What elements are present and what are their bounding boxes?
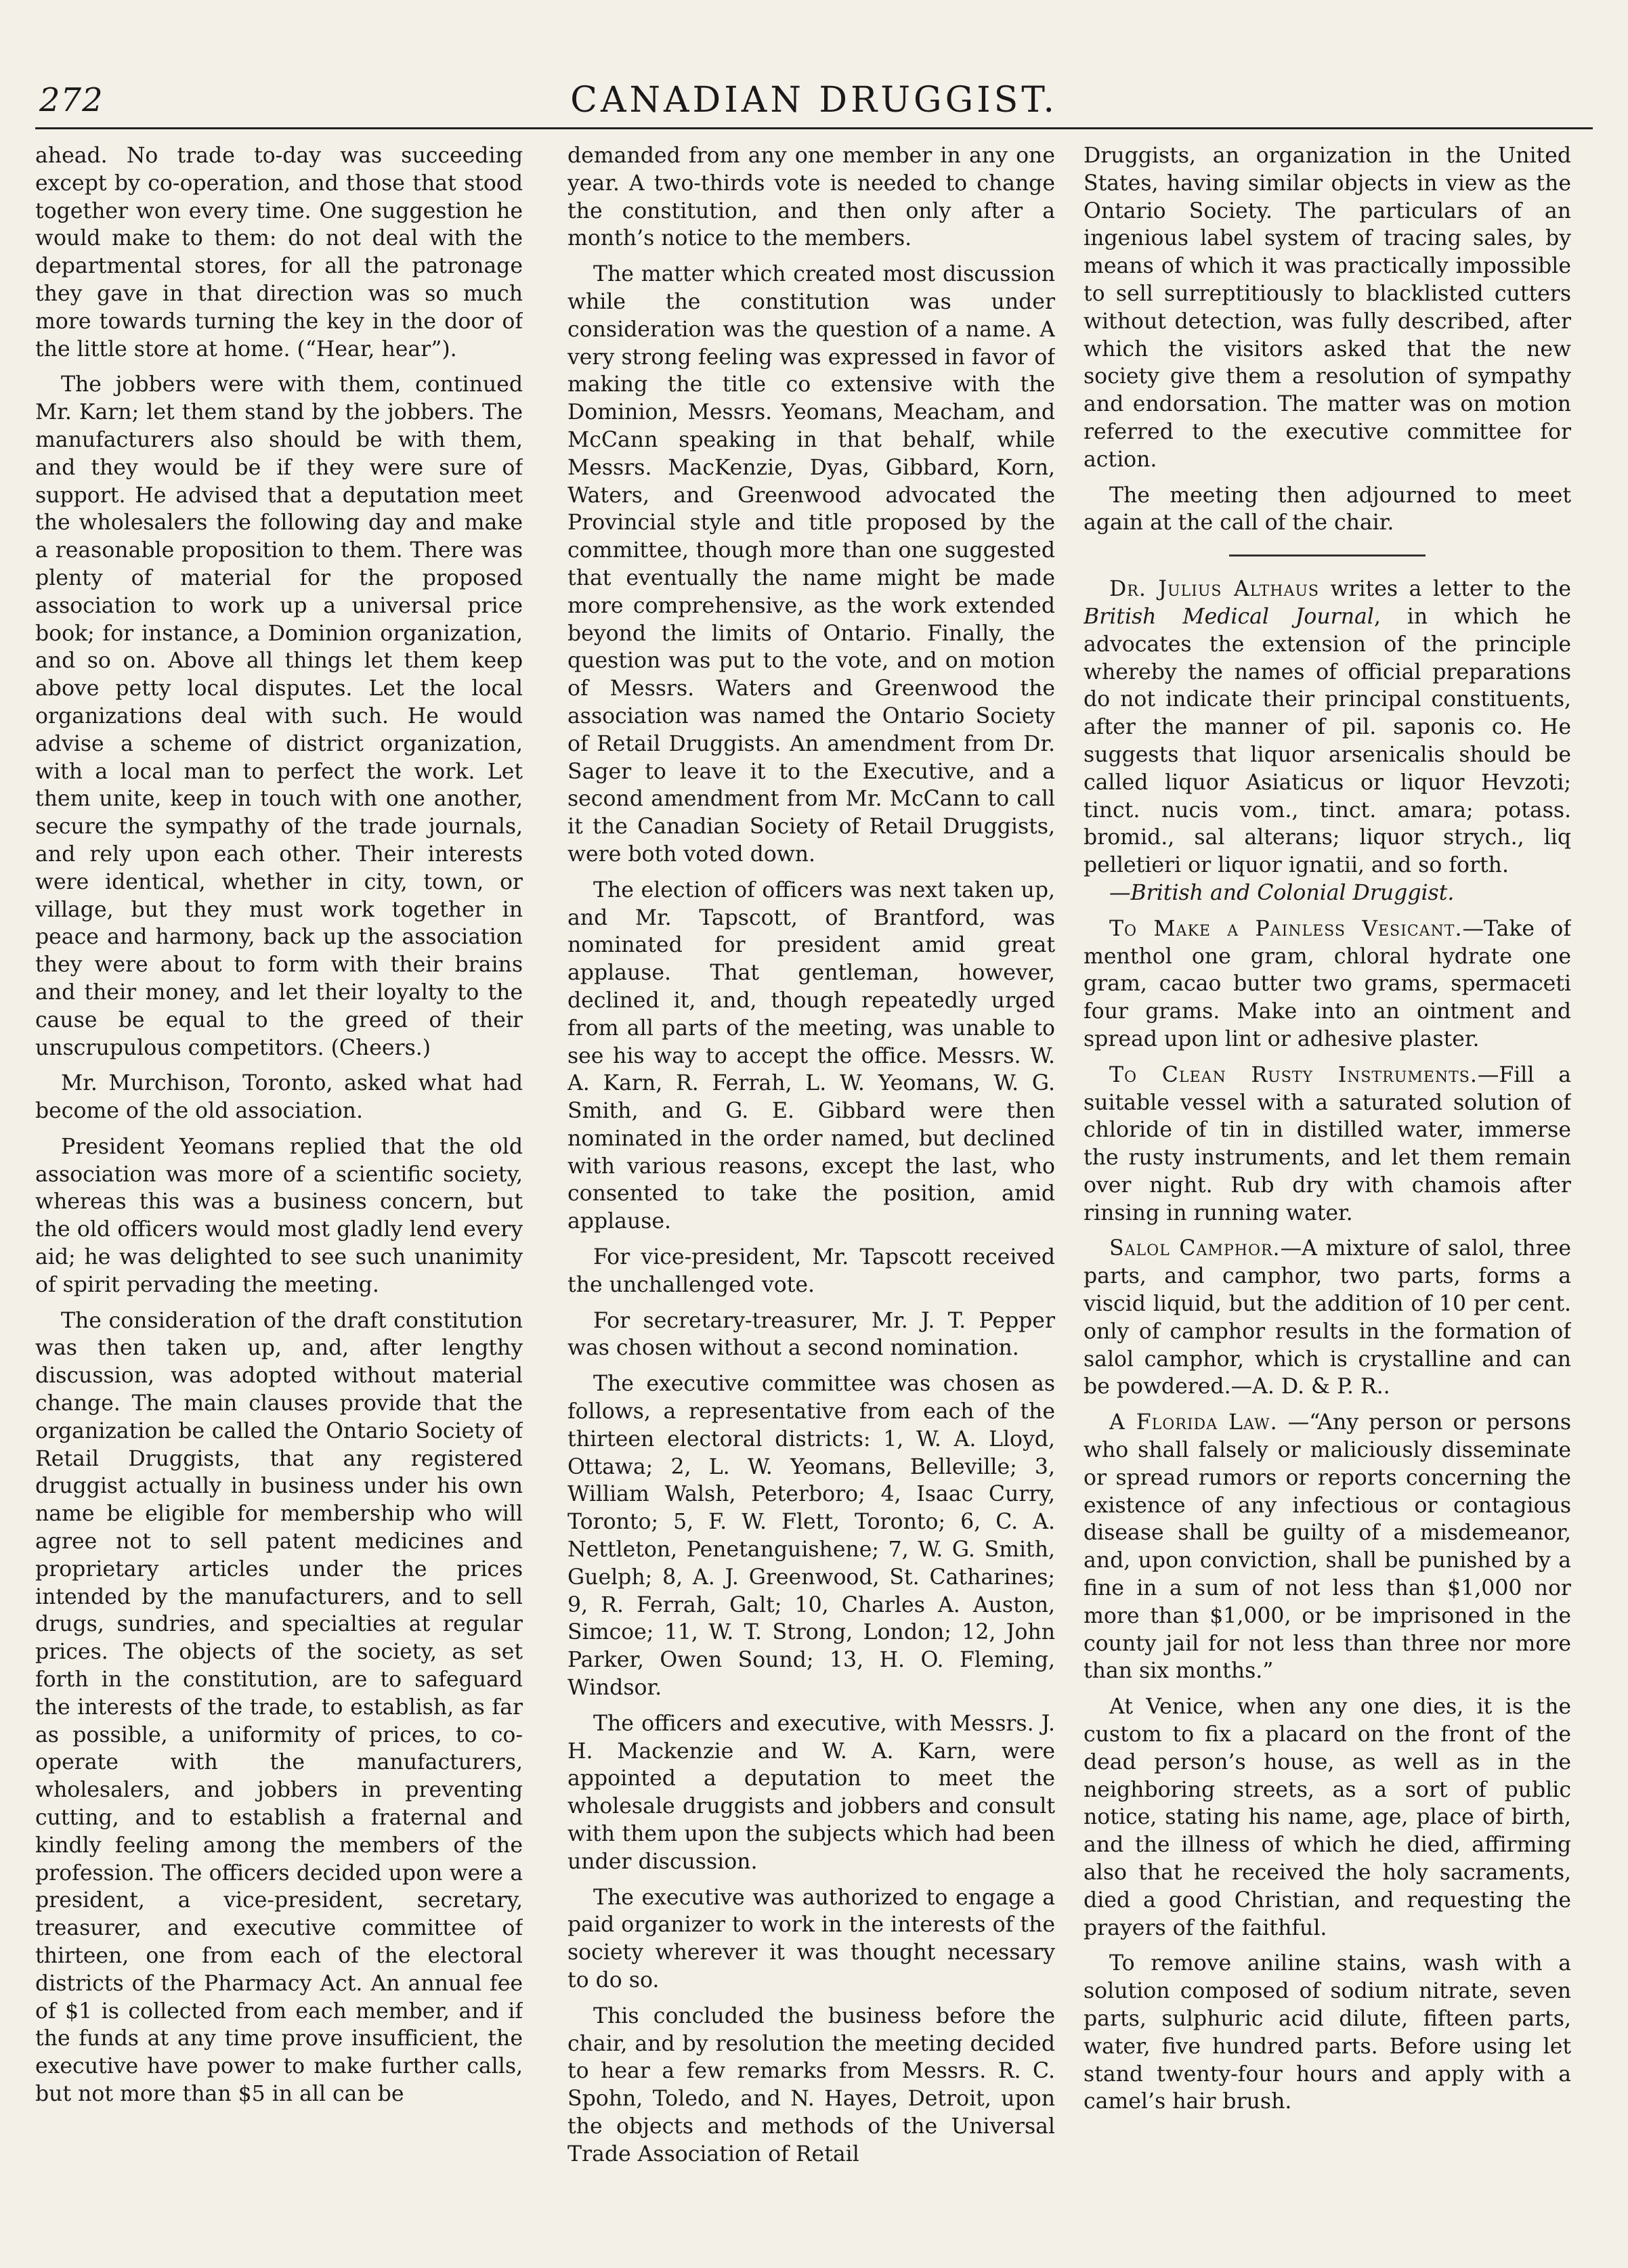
paragraph: The executive was authorized to engage a paid organizer to work in the interests of the society wherever it was thought necessary to do so. [567, 1885, 1055, 1992]
column-3 [1084, 142, 1571, 2248]
paragraph: The jobbers were with them, continued Mr. Karn; let them stand by the jobbers. The manufacturers also should be with them, and they would be if they were sure of support. He advised that a deputation meet the wholesalers the following day and make a reasonable proposition to them. There was plenty of material for the proposed association to work up a universal price book; for instance, a Dominion organization, and so on. Above all things let them keep above petty local disputes. Let the local organizations deal with such. He would advise a scheme of district organization, with a local man to perfect the work. Let them unite, keep in touch with one another, secure the sympathy of the trade journals, and rely upon each other. Their interests were identical, whether in city, town, or village, but they must work together in peace and harmony, back up the association they were about to form with their brains and their money, and let their loyalty to the cause be equal to the greed of their unscrupulous competitors. (Cheers.) [35, 372, 523, 1060]
paragraph-continued: Druggists, an organization in the United States, having similar objects in view as the Ontario Society. The particulars of an ingenious label system of tracing sales, by means of which it was practically impossible to sell surreptitiously to blacklisted cutters without detection, was fully described, after which the visitors asked that the new society give them a resolution of sympathy and endorsation. The matter was on motion referred to the executive committee for action. [1084, 144, 1571, 472]
article-heading: Salol Camphor. [1109, 1236, 1281, 1261]
section-separator [1229, 554, 1426, 557]
article-heading: To Clean Rusty Instruments. [1109, 1062, 1478, 1087]
paragraph: For secretary-treasurer, Mr. J. T. Pepper was chosen without a second nomination. [567, 1308, 1055, 1361]
article-text: —A mixture of salol, three parts, and camphor, two parts, forms a viscid liquid, but the addition of 10 per cent. only of camphor results in the formation of salol camphor, which is crystalline and can be powdered.—A. D. & P. R.. [1084, 1236, 1571, 1399]
paragraph: For vice-president, Mr. Tapscott received the unchallenged vote. [567, 1245, 1055, 1297]
article-text: writes a letter to the [1319, 577, 1571, 602]
page-number: 272 [39, 81, 104, 119]
paragraph: The election of officers was next taken up, and Mr. Tapscott, of Brantford, was nominated for president amid great applause. That gentleman, however, declined it, and, though repeatedly urged from all parts of the meeting, was unable to see his way to accept the office. Messrs. W. A. Karn, R. Ferrah, L. W. Yeomans, W. G. Smith, and G. E. Gibbard were then nominated in the order named, but declined with various reasons, except the last, who consented to take the position, amid applause. [567, 877, 1055, 1234]
article-venice: At Venice, when any one dies, it is the custom to fix a placard on the front of the dead person’s house, as well as in the neighboring streets, as a sort of public notice, stating his name, age, place of birth, and the illness of which he died, affirming also that he received the holy sacraments, died a good Christian, and requesting the prayers of the faithful. [1084, 1695, 1571, 1940]
running-title: CANADIAN DRUGGIST. [570, 80, 1058, 121]
column-2 [567, 142, 1055, 2248]
article-florida [1084, 1409, 1571, 1685]
journal-name: British Medical Journal [1084, 604, 1374, 629]
article-aniline: To remove aniline stains, wash with a solution composed of sodium nitrate, seven parts, sulphuric acid dilute, fifteen parts, water, five hundred parts. Before using let stand twenty-four hours and apply with a camel’s hair brush. [1084, 1951, 1571, 2114]
paragraph: This concluded the business before the chair, and by resolution the meeting decided to hear a few remarks from Messrs. R. C. Spohn, Toledo, and N. Hayes, Detroit, upon the objects and methods of the Universal Trade Association of Retail [567, 2003, 1055, 2166]
paragraph: The matter which created most discussion while the constitution was under consideration was the question of a name. A very strong feeling was expressed in favor of making the title co extensive with the Dominion, Messrs. Yeomans, Meacham, and McCann speaking in that behalf, while Messrs. MacKenzie, Dyas, Gibbard, Korn, Waters, and Greenwood advocated the Provincial style and title proposed by the committee, though more than one suggested that eventually the name might be made more comprehensive, as the work extended beyond the limits of Ontario. Finally, the question was put to the vote, and on motion of Messrs. Waters and Greenwood the association was named the Ontario Society of Retail Druggists. An amendment from Dr. Sager to leave it to the Executive, and a second amendment from Mr. McCann to call it the Canadian Society of Retail Druggists, were both voted down. [567, 262, 1055, 867]
paragraph: The meeting then adjourned to meet again at the call of the chair. [1084, 483, 1571, 536]
header-rule [35, 127, 1593, 129]
article-vesicant [1084, 915, 1571, 1053]
page-header [0, 0, 1628, 135]
paragraph: The officers and executive, with Messrs. J. H. Mackenzie and W. A. Karn, were appointed a deputation to meet the wholesale druggists and jobbers and consult with them upon the subjects which had been under discussion. [567, 1711, 1055, 1874]
article-lead: Dr. Julius Althaus [1109, 577, 1319, 602]
paragraph: The consideration of the draft constitution was then taken up, and, after lengthy discussion, was adopted without material change. The main clauses provide that the organization be called the Ontario Society of Retail Druggists, that any registered druggist actually in business under his own name be eligible for membership who will agree not to sell patent medicines and proprietary articles under the prices intended by the manufacturers, and to sell drugs, sundries, and specialties at regular prices. The objects of the society, as set forth in the constitution, are to safeguard the interests of the trade, to establish, as far as possible, a uniformity of prices, to co-operate with the manufacturers, wholesalers, and jobbers in preventing cutting, and to establish a fraternal and kindly feeling among the members of the profession. The officers decided upon were a president, a vice-president, secretary, treasurer, and executive committee of thirteen, one from each of the electoral districts of the Pharmacy Act. An annual fee of $1 is collected from each member, and if the funds at any time prove insufficient, the executive have power to make further calls, but not more than $5 in all can be [35, 1308, 523, 2106]
column-1 [35, 142, 523, 2248]
paragraph-continued: demanded from any one member in any one year. A two-thirds vote is needed to change the constitution, and then only after a month’s notice to the members. [567, 144, 1055, 251]
article-salol [1084, 1235, 1571, 1401]
article-text: —Take of menthol one gram, chloral hydrate one gram, cacao butter two grams, spermaceti four grams. Make into an ointment and spread upon lint or adhesive plaster. [1084, 916, 1571, 1051]
article-text: , in which he advocates the extension of the principle whereby the names of official preparations do not indicate their principal constituents, after the manner of pil. saponis co. He suggests that liquor arsenicalis should be called liquor Asiaticus or liquor Hevzoti; tinct. nucis vom., tinct. amara; potass. bromid., sal alterans; liquor strych., liq pelletieri or liquor ignatii, and so forth. [1084, 604, 1571, 878]
article-althaus [1084, 575, 1571, 907]
article-source: —British and Colonial Druggist. [1109, 880, 1455, 905]
paragraph: President Yeomans replied that the old association was more of a scientific society, whereas this was a business concern, but the old officers would most gladly lend every aid; he was delighted to see such unanimity of spirit pervading the meeting. [35, 1134, 523, 1297]
article-text: —Fill a suitable vessel with a saturated solution of chloride of tin in distilled water, immerse the rusty instruments, and let them remain over night. Rub dry with chamois after rinsing in running water. [1084, 1062, 1571, 1225]
article-heading: A Florida Law. [1109, 1410, 1278, 1435]
paragraph: Mr. Murchison, Toronto, asked what had become of the old association. [35, 1071, 523, 1124]
article-heading: To Make a Painless Vesicant. [1109, 916, 1463, 941]
paragraph: The executive committee was chosen as follows, a representative from each of the thirteen electoral districts: 1, W. A. Lloyd, Ottawa; 2, L. W. Yeomans, Belleville; 3, William Walsh, Peterboro; 4, Isaac Curry, Toronto; 5, F. W. Flett, Toronto; 6, C. A. Nettleton, Penetanguishene; 7, W. G. Smith, Guelph; 8, A. J. Greenwood, St. Catharines; 9, R. Ferrah, Galt; 10, Charles A. Auston, Simcoe; 11, W. T. Strong, London; 12, John Parker, Owen Sound; 13, H. O. Fleming, Windsor. [567, 1372, 1055, 1701]
article-text: —“Any person or persons who shall falsely or maliciously disseminate or spread rumors or reports concerning the existence of any infectious or contagious disease shall be guilty of a misdemeanor, and, upon conviction, shall be punished by a fine in a sum of not less than $1,000 nor more than $1,000, or be imprisoned in the county jail for not less than three nor more than six months.” [1084, 1410, 1571, 1684]
paragraph-continued: ahead. No trade to-day was succeeding except by co-operation, and those that stood together won every time. One suggestion he would make to them: do not deal with the departmental stores, for all the patronage they gave in that direction was so much more towards turning the key in the door of the little store at home. (“Hear, hear”). [35, 144, 523, 362]
article-instruments [1084, 1062, 1571, 1227]
